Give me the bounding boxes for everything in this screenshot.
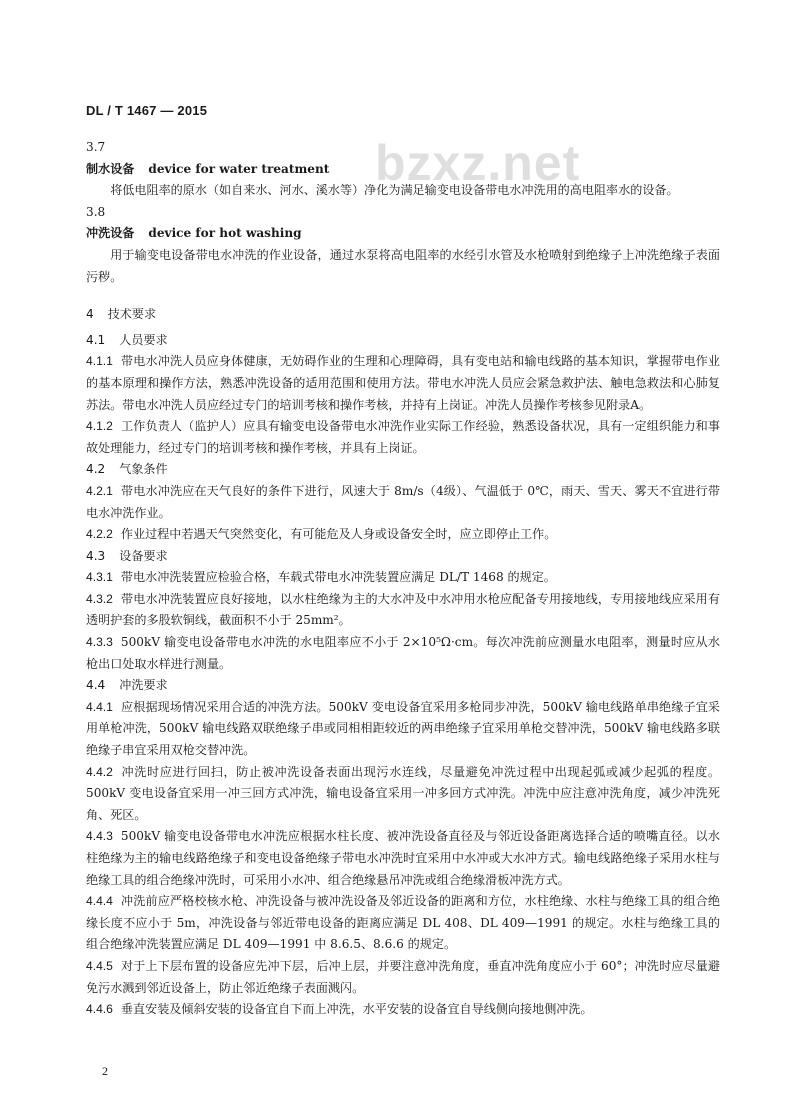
subsection-number: 4.3 [86, 548, 106, 563]
clause-number: 4.4.3 [86, 829, 113, 844]
subsection-title: 设备要求 [119, 548, 168, 563]
subsection-title: 冲洗要求 [119, 678, 168, 693]
clause [86, 416, 720, 459]
term-chinese-name: 冲洗设备 [86, 226, 135, 241]
clause-number: 4.4.6 [86, 1002, 113, 1017]
clause-text: 对于上下层布置的设备应先冲下层，后冲上层，并要注意冲洗角度，垂直冲洗角度应小于 60°；冲洗时应尽量避免污水溅到邻近设备上，防止邻近绝缘子表面溅闪。 [86, 958, 720, 995]
term-title [86, 223, 720, 245]
clause-text: 带电水冲洗装置应良好接地，以水柱绝缘为主的大水冲及中水冲用水枪应配备专用接地线，专用接地线应采用有透明护套的多股软铜线，截面积不小于 25mm²。 [86, 591, 720, 628]
clause [86, 524, 720, 546]
clause [86, 567, 720, 589]
clause-text: 作业过程中若遇天气突然变化，有可能危及人身或设备安全时，应立即停止工作。 [120, 527, 557, 542]
clause-text: 带电水冲洗人员应身体健康，无妨碍作业的生理和心理障碍，具有变电站和输电线路的基本知识，掌握带电作业的基本原理和操作方法，熟悉冲洗设备的适用范围和使用方法。带电水冲洗人员应会紧急救护法、触电急救法和心肺复苏法。带电水冲洗人员应经过专门的培训考核和操作考核，并持有上岗证。冲洗人员操作考核参见附录A。 [86, 354, 720, 412]
subsection-heading [86, 675, 720, 697]
clause [86, 632, 720, 675]
document-code-header: DL / T 1467 — 2015 [86, 103, 208, 118]
term-definition: 将低电阻率的原水（如自来水、河水、溪水等）净化为满足输变电设备带电水冲洗用的高电阻率水的设备。 [110, 183, 679, 198]
clause [86, 762, 720, 827]
subsection-number: 4.1 [86, 332, 106, 347]
subsection-title: 人员要求 [119, 332, 168, 347]
term-definition: 用于输变电设备带电水冲洗的作业设备，通过水泵将高电阻率的水经引水管及水枪喷射到绝缘子上冲洗绝缘子表面污秽。 [86, 247, 720, 284]
clause [86, 956, 720, 999]
section-heading [86, 304, 720, 326]
term-english-name: device for water treatment [148, 161, 330, 176]
clause [86, 589, 720, 632]
clause-text: 带电水冲洗装置应检验合格，车载式带电水冲洗装置应满足 DL/T 1468 的规定。 [120, 570, 556, 585]
clause-number: 4.4.2 [86, 764, 113, 779]
term-chinese-name: 制水设备 [86, 161, 135, 176]
clause [86, 826, 720, 891]
clause-number: 4.2.1 [86, 483, 113, 498]
clause-number: 4.3.2 [86, 591, 113, 606]
clause-text: 500kV 输变电设备带电水冲洗的水电阻率应不小于 2×10⁵Ω·cm。每次冲洗前应测量水电阻率，测量时应从水枪出口处取水样进行测量。 [86, 635, 720, 671]
term-number: 3.7 [86, 140, 106, 154]
clause-number: 4.3.3 [86, 635, 113, 650]
clause [86, 999, 720, 1021]
clause [86, 697, 720, 762]
term-english-name: device for hot washing [148, 226, 302, 241]
watermark: bzxz.net [375, 135, 581, 191]
clause-text: 带电水冲洗应在天气良好的条件下进行，风速大于 8m/s（4级）、气温低于 0℃，雨天、雪天、雾天不宜进行带电水冲洗作业。 [86, 483, 720, 520]
clause-number: 4.4.5 [86, 958, 113, 973]
clause-text: 冲洗前应严格校核水枪、冲洗设备与被冲洗设备及邻近设备的距离和方位，水柱绝缘、水柱与绝缘工具的组合绝缘长度不应小于 5m，冲洗设备与邻近带电设备的距离应满足 DL 408、DL 409—1991 的规定。水柱与绝缘工具的组合绝缘冲洗装置应满足 DL 409—1991 中 8.6.5、8.6.6 的规定。 [86, 894, 720, 952]
section-title: 技术要求 [107, 307, 157, 322]
subsection-number: 4.4 [86, 678, 106, 693]
subsection-title: 气象条件 [119, 462, 168, 477]
page-number: 2 [102, 1064, 108, 1078]
subsection-heading [86, 330, 720, 352]
clause [86, 351, 720, 416]
clause-text: 工作负责人（监护人）应具有输变电设备带电水冲洗作业实际工作经验，熟悉设备状况，具有一定组织能力和事故处理能力，经过专门的培训考核和操作考核，并具有上岗证。 [86, 419, 720, 455]
term-title [86, 159, 720, 181]
term-number: 3.8 [86, 204, 106, 219]
clause-text: 500kV 输变电设备带电水冲洗应根据水柱长度、被冲洗设备直径及与邻近设备距离选择合适的喷嘴直径。以水柱绝缘为主的输电线路绝缘子和变电设备绝缘子带电水冲洗时宜采用中水冲或大水冲方式。输电线路绝缘子采用水柱与绝缘工具的组合绝缘冲洗时，可采用小水冲、组合绝缘悬吊冲洗或组合绝缘滑板冲洗方式。 [86, 829, 720, 887]
clause-text: 冲洗时应进行回扫，防止被冲洗设备表面出现污水连线，尽量避免冲洗过程中出现起弧或减少起弧的程度。500kV 变电设备宜采用一冲三回方式冲洗，输电设备宜采用一冲多回方式冲洗。冲洗中应注意冲洗角度，减少冲洗死角、死区。 [86, 764, 720, 822]
clause-number: 4.1.2 [86, 419, 113, 434]
clause-number: 4.3.1 [86, 570, 113, 585]
subsection-heading [86, 459, 720, 481]
subsection-number: 4.2 [86, 462, 106, 477]
subsection-heading [86, 546, 720, 568]
clause-number: 4.2.2 [86, 527, 113, 542]
clause-text: 应根据现场情况采用合适的冲洗方法。500kV 变电设备宜采用多枪同步冲洗，500kV 输电线路单串绝缘子宜采用单枪冲洗，500kV 输电线路双联绝缘子串或同相相距较近的两串绝缘子宜采用单枪交替冲洗，500kV 输电线路多联绝缘子串宜采用双枪交替冲洗。 [86, 699, 720, 758]
clause-text: 垂直安装及倾斜安装的设备宜自下而上冲洗，水平安装的设备宜自导线侧向接地侧冲洗。 [120, 1002, 593, 1017]
section-number: 4 [86, 307, 94, 322]
clause [86, 891, 720, 956]
clause-number: 4.4.1 [86, 699, 113, 714]
clause-number: 4.1.1 [86, 354, 113, 369]
clause-number: 4.4.4 [86, 894, 113, 909]
document-body [86, 137, 720, 1021]
clause [86, 481, 720, 524]
